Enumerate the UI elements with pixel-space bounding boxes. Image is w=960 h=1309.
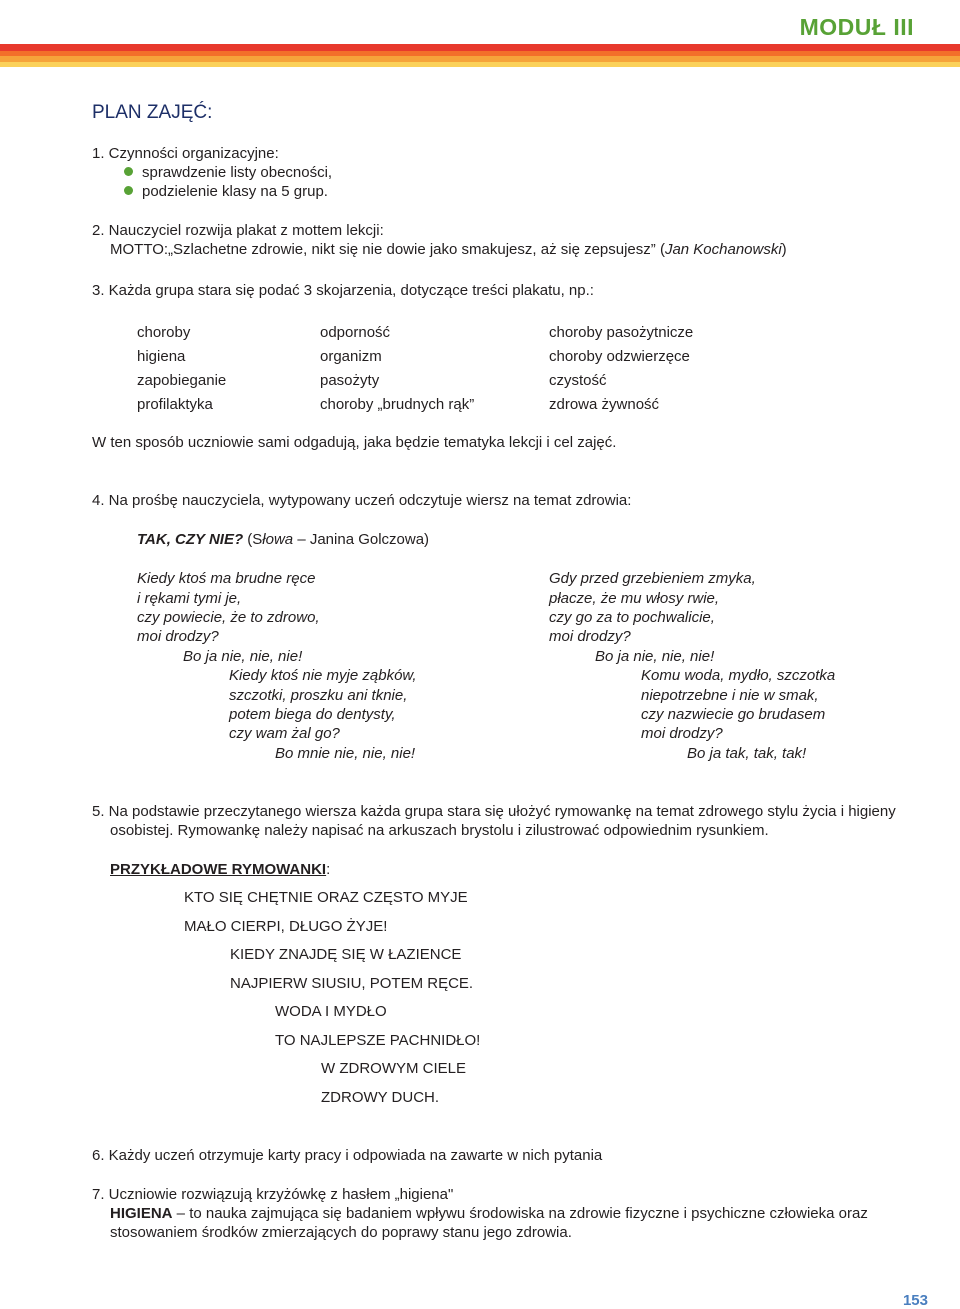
- assoc-col1-4: profilaktyka: [137, 396, 213, 413]
- poem-right-line-2: płacze, że mu włosy rwie,: [549, 590, 720, 607]
- bullet-icon: [124, 167, 133, 176]
- item-4-text: 4. Na prośbę nauczyciela, wytypowany uczeń odczytuje wiersz na temat zdrowia:: [92, 492, 632, 509]
- item-2-motto: MOTTO:„Szlachetne zdrowie, nikt się nie dowie jako smakujesz, aż się zepsujesz” (Jan Kochanowski): [110, 241, 787, 258]
- item-5-text-line-2: osobistej. Rymowankę należy napisać na arkuszach brystolu i zilustrować odpowiednim rysunkiem.: [110, 822, 769, 839]
- page-number: 153: [902, 1292, 928, 1309]
- poem-right-line-1: Gdy przed grzebieniem zmyka,: [549, 570, 756, 587]
- assoc-col1-1: choroby: [137, 324, 191, 341]
- plan-title: PLAN ZAJĘĆ:: [92, 102, 213, 123]
- poem-left-line-2: i rękami tymi je,: [137, 590, 242, 607]
- poem-right-line-7: niepotrzebne i nie w smak,: [641, 687, 819, 704]
- header-stripe-red: [0, 44, 960, 51]
- assoc-col2-4: choroby „brudnych rąk”: [320, 396, 475, 413]
- item-1-text: 1. Czynności organizacyjne:: [92, 145, 279, 162]
- assoc-col3-1: choroby pasożytnicze: [549, 324, 694, 341]
- item-2-text: 2. Nauczyciel rozwija plakat z mottem lekcji:: [92, 222, 384, 239]
- item-1-bullet-1: sprawdzenie listy obecności,: [124, 163, 332, 182]
- poem-left-line-6: Kiedy ktoś nie myje ząbków,: [229, 667, 417, 684]
- poem-left-line-5: Bo ja nie, nie, nie!: [183, 648, 303, 665]
- assoc-col3-4: zdrowa żywność: [549, 396, 660, 413]
- poem-left-line-1: Kiedy ktoś ma brudne ręce: [137, 570, 316, 587]
- poem-title: TAK, CZY NIE?: [137, 531, 244, 548]
- item-5-text-line-1: 5. Na podstawie przeczytanego wiersza każda grupa stara się ułożyć rymowankę na temat zdrowego stylu życia i higieny: [92, 803, 896, 820]
- poem-left-line-7: szczotki, proszku ani tknie,: [229, 687, 408, 704]
- rhyme-line-6: TO NAJLEPSZE PACHNIDŁO!: [275, 1032, 481, 1049]
- item-6-text: 6. Każdy uczeń otrzymuje karty pracy i odpowiada na zawarte w nich pytania: [92, 1147, 603, 1164]
- poem-left-line-4: moi drodzy?: [137, 628, 219, 645]
- rhyme-line-3: KIEDY ZNAJDĘ SIĘ W ŁAZIENCE: [230, 946, 462, 963]
- poem-left-line-9: czy wam żal go?: [229, 725, 340, 742]
- examples-label: PRZYKŁADOWE RYMOWANKI:: [110, 861, 331, 878]
- poem-right-line-5: Bo ja nie, nie, nie!: [595, 648, 715, 665]
- rhyme-line-1: KTO SIĘ CHĘTNIE ORAZ CZĘSTO MYJE: [184, 889, 468, 906]
- item-7-definition-line-1: HIGIENA – to nauka zajmująca się badaniem wpływu środowiska na zdrowie fizyczne i psychiczne człowieka oraz: [110, 1205, 868, 1222]
- rhyme-line-8: ZDROWY DUCH.: [321, 1089, 440, 1106]
- rhyme-line-5: WODA I MYDŁO: [275, 1003, 387, 1020]
- item-1-bullet-2: podzielenie klasy na 5 grup.: [124, 182, 328, 201]
- assoc-col1-3: zapobieganie: [137, 372, 227, 389]
- rhyme-line-4: NAJPIERW SIUSIU, POTEM RĘCE.: [230, 975, 474, 992]
- poem-left-line-3: czy powiecie, że to zdrowo,: [137, 609, 320, 626]
- poem-right-line-9: moi drodzy?: [641, 725, 723, 742]
- rhyme-line-2: MAŁO CIERPI, DŁUGO ŻYJE!: [184, 918, 388, 935]
- assoc-col2-1: odporność: [320, 324, 391, 341]
- poem-right-line-8: czy nazwiecie go brudasem: [641, 706, 826, 723]
- header-stripe-yellow: [0, 62, 960, 67]
- item-7-definition-line-2: stosowaniem środków zmierzających do poprawy stanu jego zdrowia.: [110, 1224, 572, 1241]
- poem-heading: TAK, CZY NIE? (Słowa – Janina Golczowa): [137, 531, 430, 548]
- assoc-col2-2: organizm: [320, 348, 382, 365]
- poem-right-line-4: moi drodzy?: [549, 628, 631, 645]
- assoc-col1-2: higiena: [137, 348, 186, 365]
- poem-right-line-6: Komu woda, mydło, szczotka: [641, 667, 836, 684]
- item-3-summary: W ten sposób uczniowie sami odgadują, jaka będzie tematyka lekcji i cel zajęć.: [92, 434, 617, 451]
- rhyme-line-7: W ZDROWYM CIELE: [321, 1060, 466, 1077]
- term-higiena: HIGIENA: [110, 1205, 173, 1222]
- poem-left-line-10: Bo mnie nie, nie, nie!: [275, 745, 416, 762]
- item-3-text: 3. Każda grupa stara się podać 3 skojarzenia, dotyczące treści plakatu, np.:: [92, 282, 594, 299]
- module-heading: MODUŁ III: [799, 14, 914, 40]
- assoc-col2-3: pasożyty: [320, 372, 380, 389]
- item-7-text: 7. Uczniowie rozwiązują krzyżówkę z hasłem „higiena": [92, 1186, 454, 1203]
- poem-left-line-8: potem biega do dentysty,: [229, 706, 396, 723]
- bullet-icon: [124, 186, 133, 195]
- assoc-col3-3: czystość: [549, 372, 607, 389]
- assoc-col3-2: choroby odzwierzęce: [549, 348, 690, 365]
- poem-right-line-10: Bo ja tak, tak, tak!: [687, 745, 807, 762]
- poem-right-line-3: czy go za to pochwalicie,: [549, 609, 715, 626]
